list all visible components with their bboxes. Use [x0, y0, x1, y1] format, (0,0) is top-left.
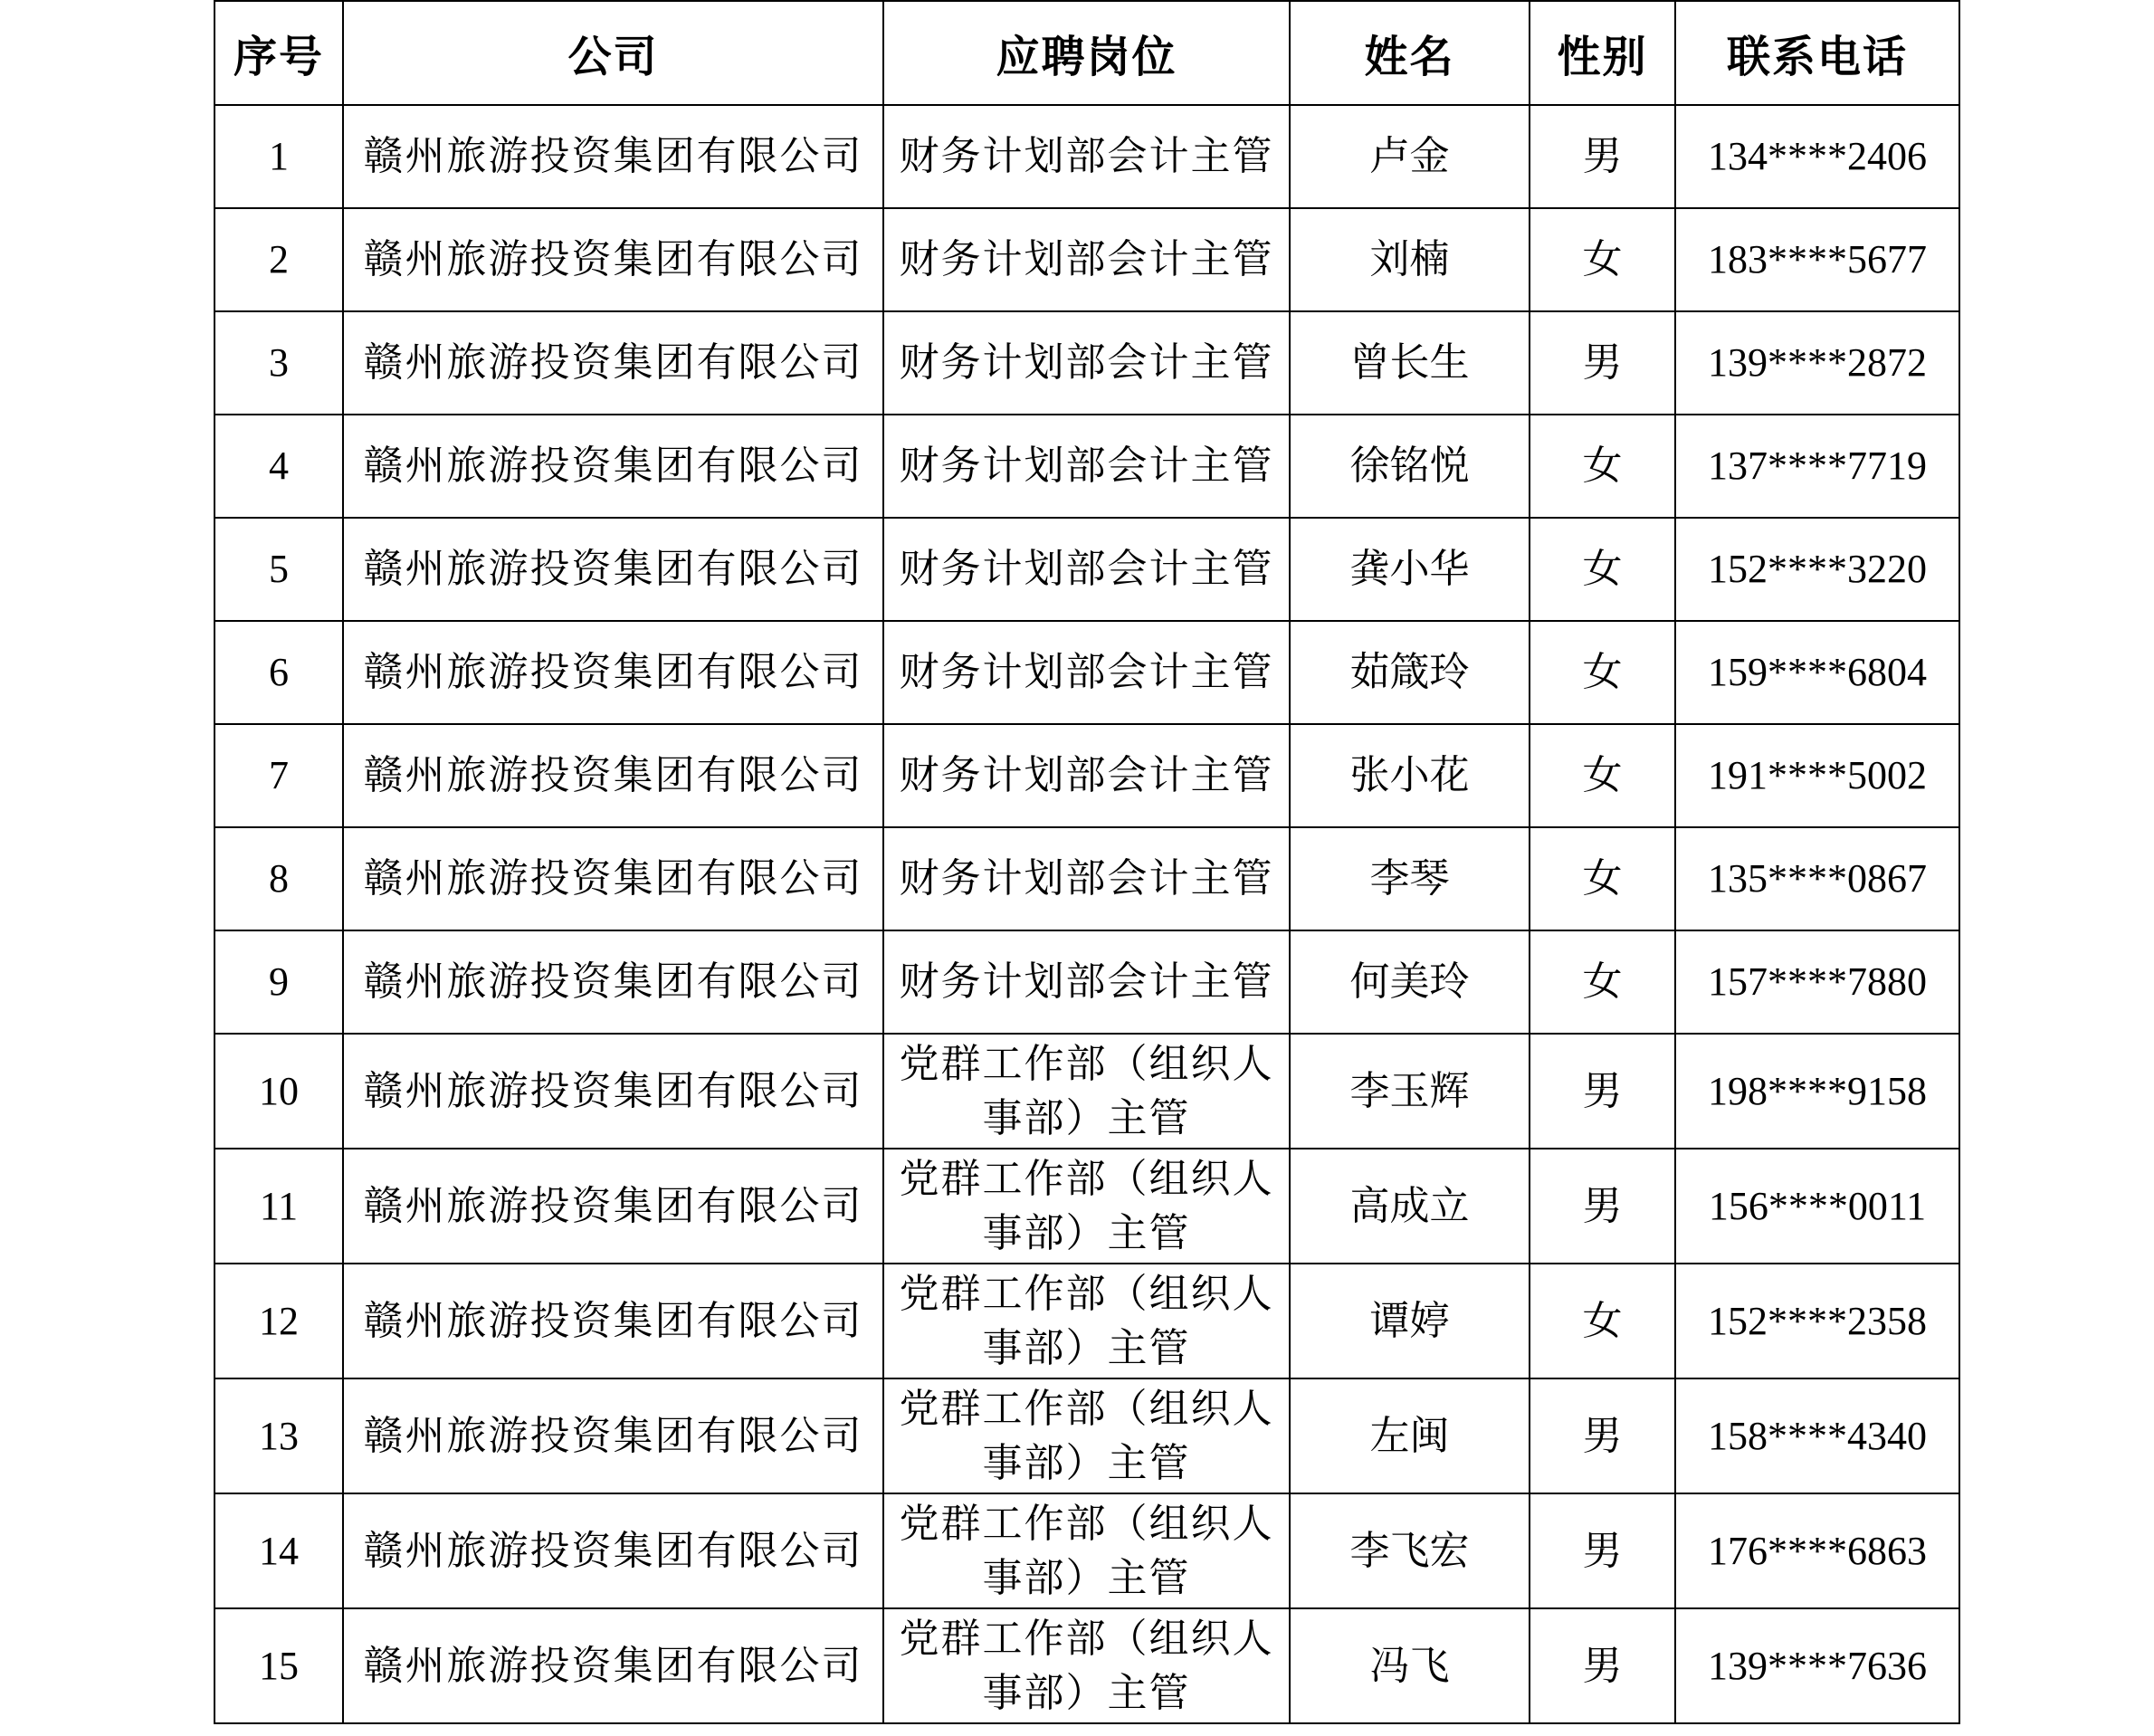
cell-position: 党群工作部（组织人事部）主管: [883, 1378, 1290, 1493]
cell-seq: 1: [214, 105, 343, 208]
table-row: [214, 105, 1959, 208]
table-row: [214, 1034, 1959, 1149]
cell-seq: 11: [214, 1149, 343, 1264]
header-phone: 联系电话: [1675, 1, 1959, 105]
cell-position: 党群工作部（组织人事部）主管: [883, 1493, 1290, 1608]
cell-company: 赣州旅游投资集团有限公司: [343, 621, 883, 724]
cell-seq: 3: [214, 311, 343, 415]
cell-seq: 2: [214, 208, 343, 311]
cell-name: 卢金: [1290, 105, 1530, 208]
cell-position: 财务计划部会计主管: [883, 724, 1290, 827]
table-row: [214, 724, 1959, 827]
cell-gender: 女: [1530, 208, 1675, 311]
cell-gender: 女: [1530, 1264, 1675, 1378]
cell-name: 张小花: [1290, 724, 1530, 827]
cell-position: 党群工作部（组织人事部）主管: [883, 1034, 1290, 1149]
table-row: [214, 518, 1959, 621]
cell-company: 赣州旅游投资集团有限公司: [343, 930, 883, 1034]
header-company: 公司: [343, 1, 883, 105]
cell-phone: 137****7719: [1675, 415, 1959, 518]
cell-gender: 女: [1530, 518, 1675, 621]
cell-gender: 男: [1530, 1149, 1675, 1264]
table-row: [214, 1264, 1959, 1378]
table-row: [214, 208, 1959, 311]
cell-company: 赣州旅游投资集团有限公司: [343, 1378, 883, 1493]
header-position: 应聘岗位: [883, 1, 1290, 105]
table-row: [214, 311, 1959, 415]
header-gender: 性别: [1530, 1, 1675, 105]
cell-name: 谭婷: [1290, 1264, 1530, 1378]
cell-name: 曾长生: [1290, 311, 1530, 415]
cell-seq: 4: [214, 415, 343, 518]
header-seq: 序号: [214, 1, 343, 105]
table-row: [214, 1493, 1959, 1608]
cell-phone: 159****6804: [1675, 621, 1959, 724]
cell-gender: 女: [1530, 415, 1675, 518]
cell-company: 赣州旅游投资集团有限公司: [343, 105, 883, 208]
cell-company: 赣州旅游投资集团有限公司: [343, 1493, 883, 1608]
cell-phone: 139****2872: [1675, 311, 1959, 415]
cell-company: 赣州旅游投资集团有限公司: [343, 311, 883, 415]
table-row: [214, 827, 1959, 930]
cell-name: 刘楠: [1290, 208, 1530, 311]
cell-company: 赣州旅游投资集团有限公司: [343, 827, 883, 930]
cell-position: 财务计划部会计主管: [883, 518, 1290, 621]
cell-gender: 男: [1530, 1608, 1675, 1723]
cell-seq: 9: [214, 930, 343, 1034]
cell-gender: 男: [1530, 1493, 1675, 1608]
cell-phone: 135****0867: [1675, 827, 1959, 930]
cell-seq: 10: [214, 1034, 343, 1149]
table-row: [214, 930, 1959, 1034]
cell-position: 财务计划部会计主管: [883, 827, 1290, 930]
cell-phone: 152****3220: [1675, 518, 1959, 621]
cell-name: 高成立: [1290, 1149, 1530, 1264]
cell-phone: 198****9158: [1675, 1034, 1959, 1149]
cell-phone: 158****4340: [1675, 1378, 1959, 1493]
cell-gender: 女: [1530, 827, 1675, 930]
cell-company: 赣州旅游投资集团有限公司: [343, 1264, 883, 1378]
cell-phone: 157****7880: [1675, 930, 1959, 1034]
table-row: [214, 415, 1959, 518]
cell-gender: 女: [1530, 621, 1675, 724]
header-name: 姓名: [1290, 1, 1530, 105]
cell-gender: 男: [1530, 1034, 1675, 1149]
cell-position: 财务计划部会计主管: [883, 415, 1290, 518]
cell-name: 冯飞: [1290, 1608, 1530, 1723]
cell-seq: 13: [214, 1378, 343, 1493]
cell-name: 茹箴玲: [1290, 621, 1530, 724]
cell-phone: 152****2358: [1675, 1264, 1959, 1378]
cell-seq: 7: [214, 724, 343, 827]
cell-position: 财务计划部会计主管: [883, 311, 1290, 415]
cell-company: 赣州旅游投资集团有限公司: [343, 415, 883, 518]
cell-name: 何美玲: [1290, 930, 1530, 1034]
table-row: [214, 1149, 1959, 1264]
cell-name: 龚小华: [1290, 518, 1530, 621]
table-row: [214, 1378, 1959, 1493]
cell-phone: 191****5002: [1675, 724, 1959, 827]
cell-name: 左闽: [1290, 1378, 1530, 1493]
cell-seq: 14: [214, 1493, 343, 1608]
cell-phone: 183****5677: [1675, 208, 1959, 311]
cell-position: 党群工作部（组织人事部）主管: [883, 1264, 1290, 1378]
cell-gender: 女: [1530, 930, 1675, 1034]
cell-company: 赣州旅游投资集团有限公司: [343, 724, 883, 827]
cell-position: 财务计划部会计主管: [883, 930, 1290, 1034]
cell-position: 财务计划部会计主管: [883, 105, 1290, 208]
cell-company: 赣州旅游投资集团有限公司: [343, 1608, 883, 1723]
cell-phone: 139****7636: [1675, 1608, 1959, 1723]
cell-name: 徐铭悦: [1290, 415, 1530, 518]
cell-gender: 男: [1530, 105, 1675, 208]
cell-seq: 8: [214, 827, 343, 930]
cell-gender: 男: [1530, 311, 1675, 415]
cell-seq: 15: [214, 1608, 343, 1723]
cell-seq: 5: [214, 518, 343, 621]
cell-gender: 男: [1530, 1378, 1675, 1493]
cell-position: 党群工作部（组织人事部）主管: [883, 1149, 1290, 1264]
cell-name: 李飞宏: [1290, 1493, 1530, 1608]
cell-phone: 156****0011: [1675, 1149, 1959, 1264]
cell-position: 党群工作部（组织人事部）主管: [883, 1608, 1290, 1723]
cell-name: 李玉辉: [1290, 1034, 1530, 1149]
cell-company: 赣州旅游投资集团有限公司: [343, 1149, 883, 1264]
cell-name: 李琴: [1290, 827, 1530, 930]
cell-phone: 134****2406: [1675, 105, 1959, 208]
cell-company: 赣州旅游投资集团有限公司: [343, 208, 883, 311]
cell-position: 财务计划部会计主管: [883, 208, 1290, 311]
table-header-row: [214, 1, 1959, 105]
cell-company: 赣州旅游投资集团有限公司: [343, 518, 883, 621]
cell-phone: 176****6863: [1675, 1493, 1959, 1608]
cell-seq: 6: [214, 621, 343, 724]
cell-position: 财务计划部会计主管: [883, 621, 1290, 724]
cell-gender: 女: [1530, 724, 1675, 827]
table-row: [214, 621, 1959, 724]
applicant-roster-table: [214, 0, 1960, 1724]
cell-seq: 12: [214, 1264, 343, 1378]
cell-company: 赣州旅游投资集团有限公司: [343, 1034, 883, 1149]
table-row: [214, 1608, 1959, 1723]
